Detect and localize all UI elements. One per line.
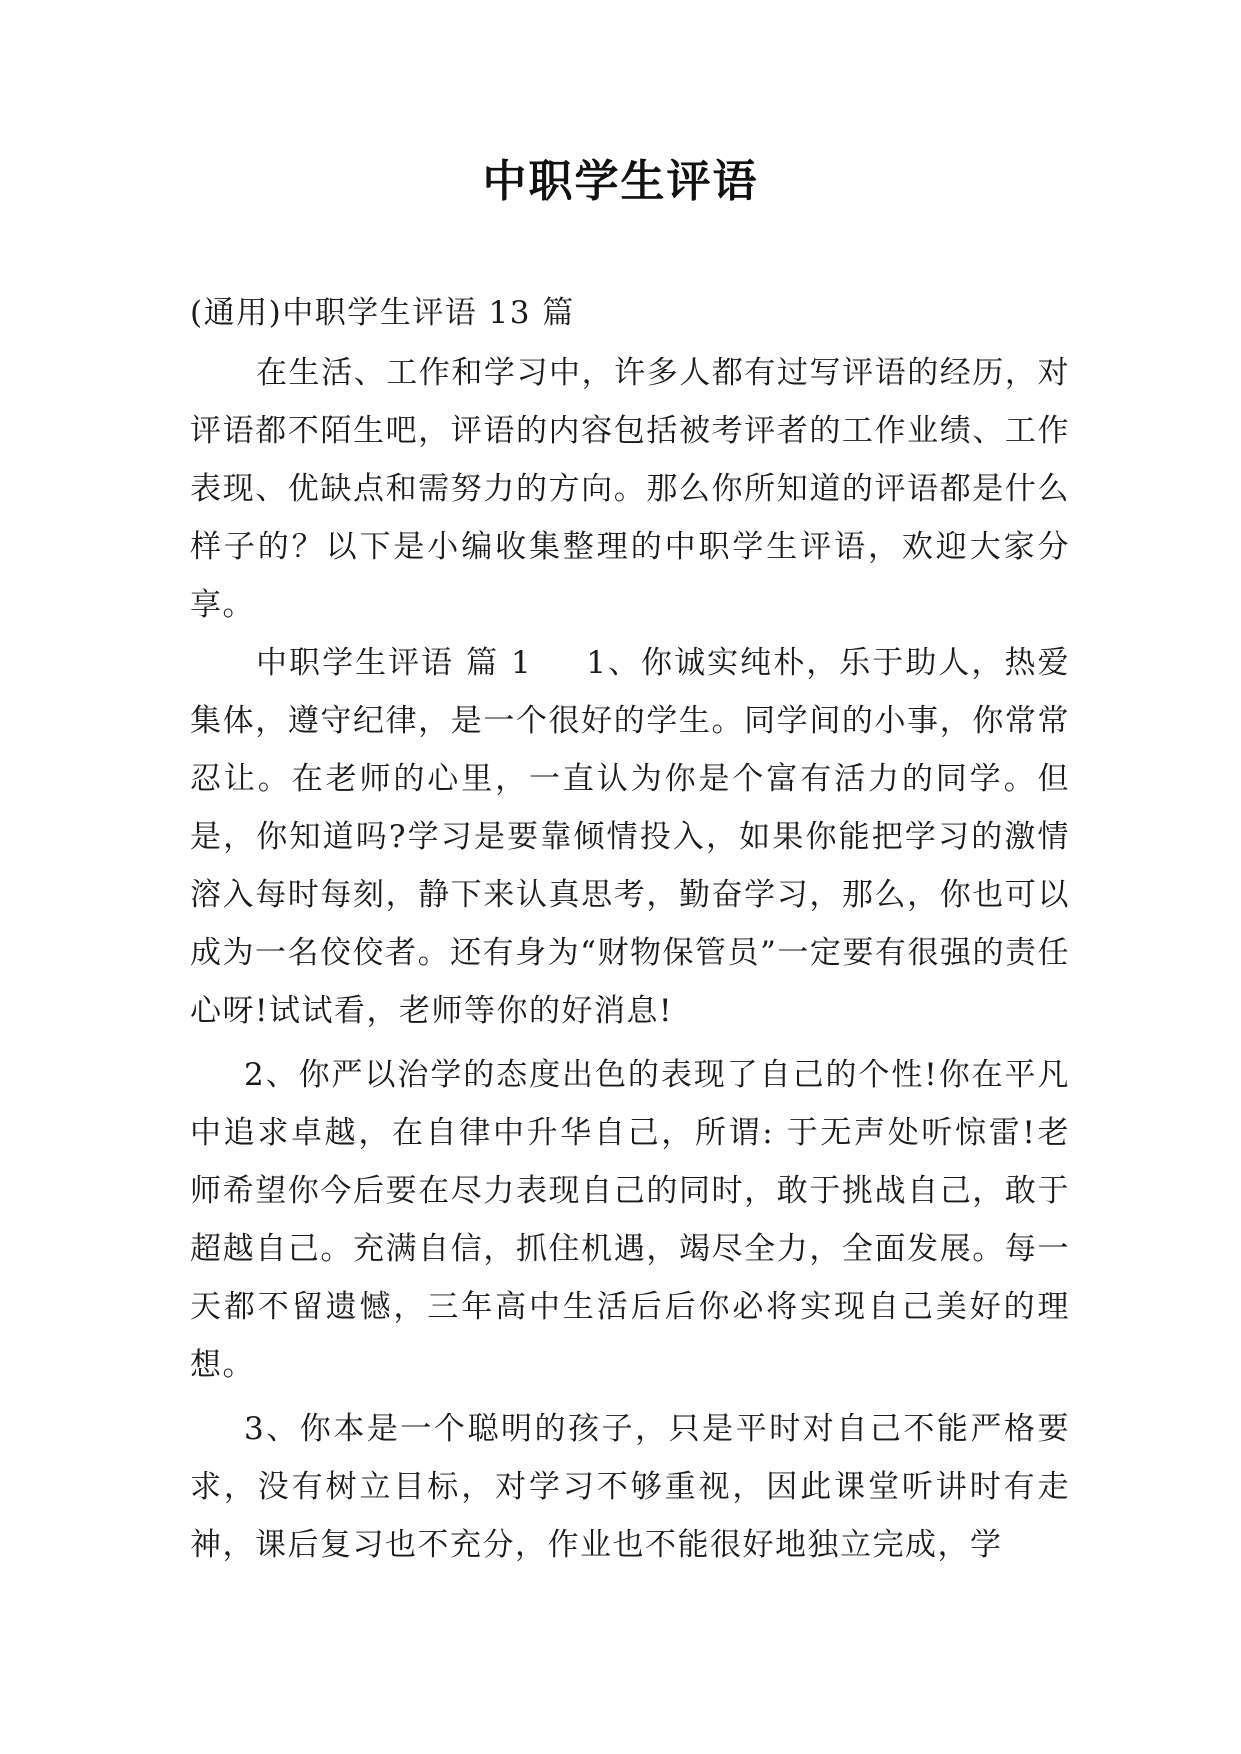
item-1-text: 1、你诚实纯朴，乐于助人，热爱集体，遵守纪律，是一个很好的学生。同学间的小事，你常常忍让。在老师的心里，一直认为你是个富有活力的同学。但是，你知道吗?学习是要靠倾情投入，如果你能把学习的激情溶入每时每刻，静下来认真思考，勤奋学习，那么，你也可以成为一名佼佼者。还有身为“财物保管员”一定要有很强的责任心呀!试试看，老师等你的好消息! — [190, 645, 1070, 1029]
document-body — [190, 284, 1070, 1574]
item-2-paragraph: 2、你严以治学的态度出色的表现了自己的个性!你在平凡中追求卓越，在自律中升华自己，所谓: 于无声处听惊雷!老师希望你今后要在尽力表现自己的同时，敢于挑战自己，敢于超越自己。充满自信，抓住机遇，竭尽全力，全面发展。每一天都不留遗憾，三年高中生活后后你必将实现自己美好的理想。 — [190, 1057, 1070, 1383]
intro-paragraph: 在生活、工作和学习中，许多人都有过写评语的经历，对评语都不陌生吧，评语的内容包括被考评者的工作业绩、工作表现、优缺点和需努力的方向。那么你所知道的评语都是什么样子的？以下是小编收集整理的中职学生评语，欢迎大家分享。 — [190, 355, 1070, 623]
document-subtitle: (通用)中职学生评语 13 篇 — [190, 295, 575, 331]
section-1-label: 中职学生评语 篇 1 — [256, 645, 533, 681]
item-3-paragraph: 3、你本是一个聪明的孩子，只是平时对自己不能严格要求，没有树立目标，对学习不够重视，因此课堂听讲时有走神，课后复习也不充分，作业也不能很好地独立完成，学 — [190, 1411, 1070, 1563]
document-title: 中职学生评语 — [482, 156, 759, 207]
section-1-paragraph — [190, 634, 1070, 1040]
